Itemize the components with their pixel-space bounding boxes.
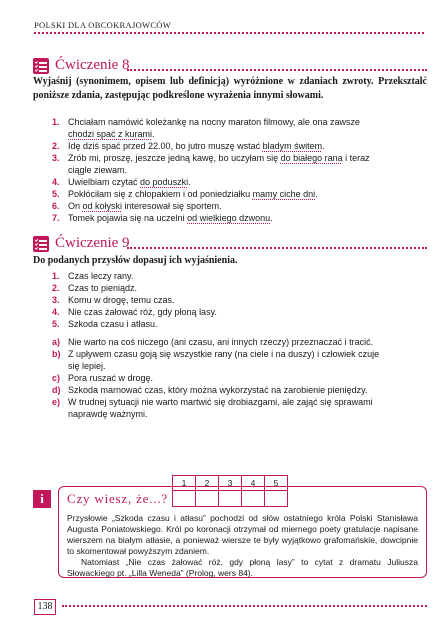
info-paragraph: Przysłowie „Szkoda czasu i atłasu” pochodzi od słów ostatniego króla Polski Stanisława Augusta Poniatowskiego. Król po koronacji otrzymał od miernego poety gratulacje napisane wierszem na białym atłasie, a ponieważ wiersze te były wyjątkowo grafomańskie, dowcipnie to skomentował powyższym zdaniem. — [67, 513, 418, 556]
text-after: interesował się sportem. — [122, 201, 222, 211]
answer-grid-number: 2 — [196, 476, 219, 491]
info-icon: i — [33, 490, 51, 508]
item-number: 5. — [52, 189, 60, 199]
exercise-8-title: Ćwiczenie 8 — [55, 57, 130, 73]
sentence-item — [52, 212, 384, 224]
exercise-8-heading — [33, 58, 427, 76]
page-number: 138 — [34, 599, 56, 615]
explanation-item — [52, 396, 392, 420]
exercise-9-title: Ćwiczenie 9 — [55, 235, 130, 251]
item-number: 2. — [52, 141, 60, 151]
exercise-8-divider — [127, 69, 427, 71]
item-text: Komu w drogę, temu czas. — [68, 295, 175, 305]
checklist-icon — [33, 236, 49, 252]
info-paragraph: Natomiast „Nie czas żałować róż, gdy płoną lasy” to cytat z dramatu Juliusza Słowackiego pt. „Lilla Weneda” (Prolog, wers 84). — [67, 557, 418, 578]
text-before: Pokłóciłam się z chłopakiem i od poniedziałku — [68, 189, 253, 199]
item-text: Nie warto na coś niczego (ani czasu, ani innych rzeczy) przeznaczać i tracić. — [68, 337, 374, 347]
underlined-phrase: od kołyski — [82, 201, 123, 211]
sentence-item — [52, 140, 384, 152]
item-letter: d) — [52, 385, 61, 395]
exercise-8-instruction: Wyjaśnij (synonimem, opisem lub definicją) wyróżnione w zdaniach zwroty. Przekształć poniższe zdania, zastępując podkreślone wyrażenia innymi słowami. — [33, 76, 427, 101]
text-after: . — [315, 189, 318, 199]
underlined-phrase: bladym świtem — [262, 141, 323, 151]
answer-grid-number: 4 — [242, 476, 265, 491]
explanation-item — [52, 384, 392, 396]
sentence-item — [52, 176, 384, 188]
explanation-item — [52, 348, 392, 372]
explanation-item — [52, 372, 392, 384]
checklist-icon — [33, 58, 49, 74]
item-text — [68, 200, 384, 212]
text-after: . — [188, 177, 191, 187]
exercise-9-divider — [127, 247, 427, 249]
underlined-phrase: do białego rana — [280, 153, 343, 163]
item-number: 1. — [52, 117, 60, 127]
did-you-know-box — [58, 486, 427, 578]
running-header — [34, 20, 424, 34]
proverb-item — [52, 306, 384, 318]
info-body — [67, 513, 418, 579]
exercise-9-instruction: Do podanych przysłów dopasuj ich wyjaśnienia. — [33, 255, 238, 266]
proverb-item — [52, 270, 384, 282]
text-after: i teraz ciągle ziewam. — [68, 153, 370, 175]
text-after: . — [322, 141, 325, 151]
proverb-list — [52, 270, 384, 330]
text-after: . — [152, 129, 155, 139]
exercise-8-list — [52, 116, 384, 224]
text-after: . — [270, 213, 273, 223]
proverb-item — [52, 318, 384, 330]
underlined-phrase: do poduszki — [140, 177, 189, 187]
item-text — [68, 188, 384, 200]
proverb-item — [52, 282, 384, 294]
text-before: Idę dziś spać przed 22.00, bo jutro muszę wstać — [68, 141, 263, 151]
answer-grid-number: 5 — [265, 476, 288, 491]
info-title: Czy wiesz, że...? — [67, 491, 168, 506]
item-text: Szkoda marnować czas, który można wykorzystać na zarobienie pieniędzy. — [68, 385, 368, 395]
item-text — [68, 140, 384, 152]
explanation-item — [52, 336, 392, 348]
text-before: Tomek pojawia się na uczelni — [68, 213, 188, 223]
item-letter: b) — [52, 349, 61, 359]
item-text: Nie czas żałować róż, gdy płoną lasy. — [68, 307, 217, 317]
item-text: Czas to pieniądz. — [68, 283, 138, 293]
sentence-item — [52, 188, 384, 200]
answer-grid-number: 3 — [219, 476, 242, 491]
text-before: Zrób mi, proszę, jeszcze jedną kawę, bo uczyłam się — [68, 153, 281, 163]
header-divider — [34, 32, 424, 34]
sentence-item — [52, 200, 384, 212]
item-number: 6. — [52, 201, 60, 211]
item-number: 2. — [52, 283, 60, 293]
sentence-item — [52, 152, 384, 176]
proverb-item — [52, 294, 384, 306]
item-text: Z upływem czasu goją się wszystkie rany (na ciele i na duszy) i człowiek czuje się lepiej. — [68, 349, 380, 371]
item-letter: c) — [52, 373, 61, 383]
item-text — [68, 176, 384, 188]
item-number: 3. — [52, 153, 60, 163]
exercise-9-heading — [33, 236, 427, 254]
footer-divider — [62, 605, 427, 607]
item-text: Czas leczy rany. — [68, 271, 134, 281]
answer-grid-number: 1 — [173, 476, 196, 491]
item-text — [68, 116, 384, 140]
item-number: 3. — [52, 295, 60, 305]
page-footer — [34, 599, 427, 615]
header-title: POLSKI DLA OBCOKRAJOWCÓW — [34, 20, 172, 30]
item-number: 4. — [52, 307, 60, 317]
explanation-list — [52, 336, 392, 420]
underlined-phrase: mamy ciche dni — [252, 189, 316, 199]
item-number: 5. — [52, 319, 60, 329]
item-text — [68, 212, 384, 224]
item-number: 4. — [52, 177, 60, 187]
text-before: Chciałam namówić koleżankę na nocny maraton filmowy, ale ona zawsze — [68, 117, 360, 127]
item-text: Szkoda czasu i atłasu. — [68, 319, 158, 329]
item-letter: a) — [52, 337, 61, 347]
item-number: 1. — [52, 271, 60, 281]
item-text — [68, 152, 384, 176]
underlined-phrase: od wielkiego dzwonu — [187, 213, 271, 223]
item-number: 7. — [52, 213, 60, 223]
item-letter: e) — [52, 397, 61, 407]
underlined-phrase: chodzi spać z kurami — [68, 129, 153, 139]
text-before: Uwielbiam czytać — [68, 177, 141, 187]
item-text: W trudnej sytuacji nie warto martwić się drobiazgami, ale zająć się sprawami naprawdę ważnymi. — [68, 397, 373, 419]
item-text: Pora ruszać w drogę. — [68, 373, 154, 383]
text-before: On — [68, 201, 83, 211]
sentence-item — [52, 116, 384, 140]
